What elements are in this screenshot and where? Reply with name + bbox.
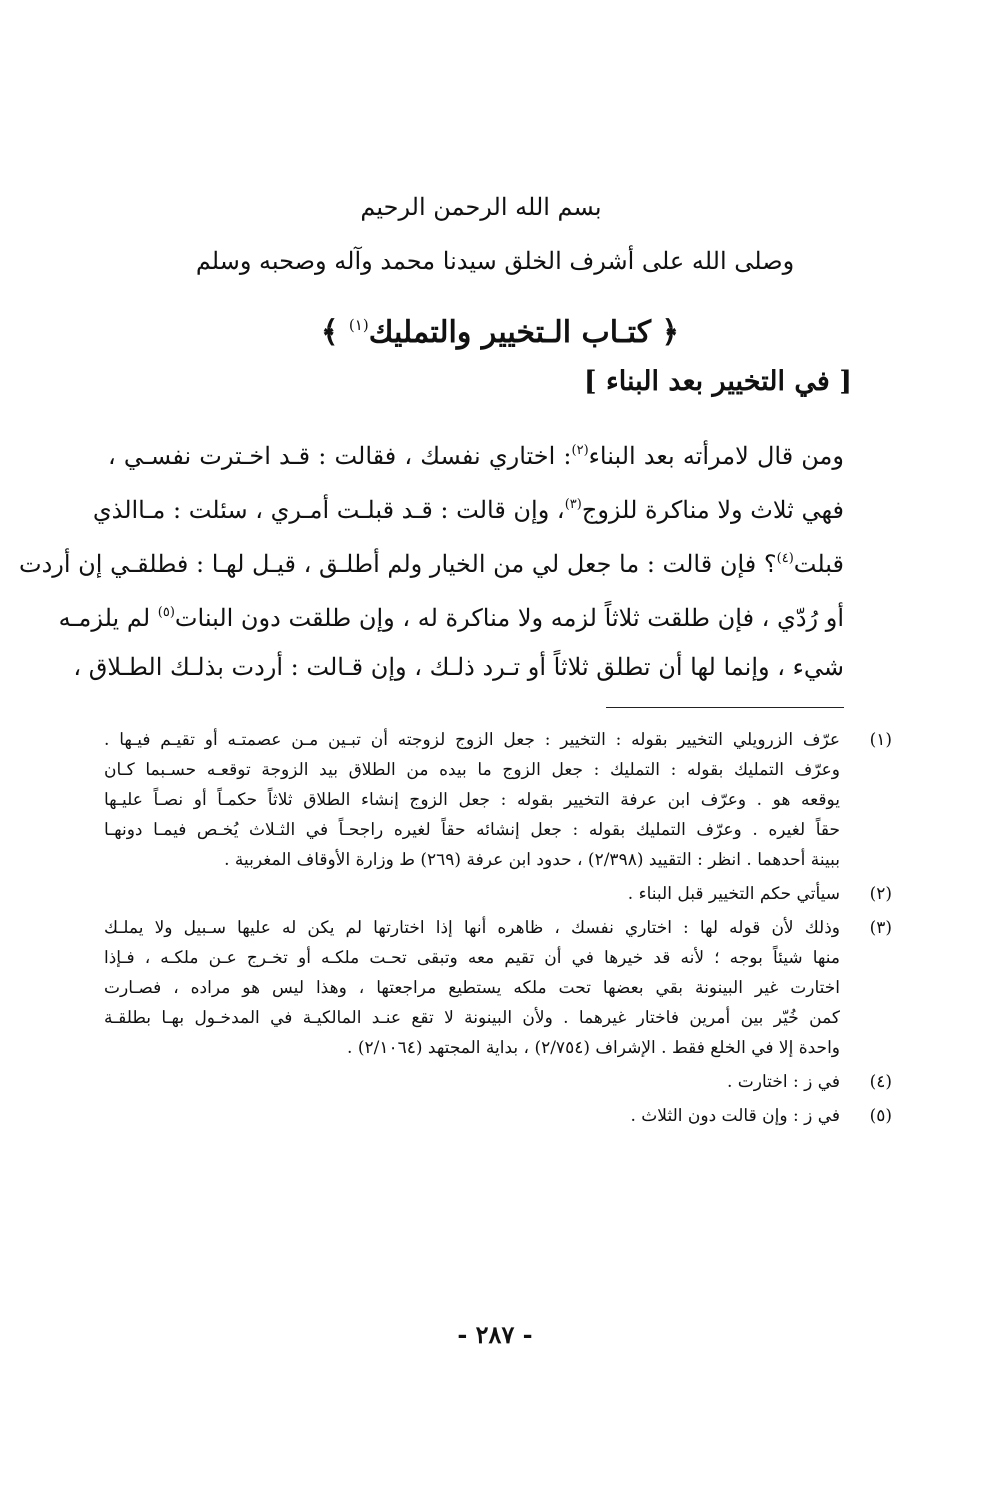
footnote-line: يوقعه هو . وعرّف ابن عرفة التخيير بقوله : جعل الزوج إنشاء الطلاق ثلاثاً حكمـاً أو نصـاً عليـها — [104, 790, 840, 810]
footnote-line: في ز : وإن قالت دون الثلاث . — [630, 1106, 840, 1126]
footnotes — [104, 725, 892, 1135]
footnote-5 — [104, 1101, 892, 1131]
footnote-line: عرّف الزرويلي التخيير بقوله : التخيير : جعل الزوج لزوجته أن تبـين مـن عصمتـه أو تقيـم فيـها . — [104, 730, 840, 750]
footnote-line: اختارت غير البينونة بقي بعضها تحت ملكه يستطيع مراجعتها ، وهذا ليس هو مراده ، فصـارت — [104, 978, 840, 998]
page-number: - ٢٨٧ - — [457, 1320, 533, 1349]
footnote-body — [104, 725, 840, 875]
footnote-number: (٥) — [869, 1106, 892, 1126]
footnote-3 — [104, 913, 892, 1063]
paragraph-line: فهي ثلاث ولا مناكرة للزوج$^{(٣)}$، وإن قالت : قـد قبلـت أمـري ، سئلت : مـاالذي — [92, 496, 844, 524]
footnote-separator — [606, 707, 844, 708]
main-paragraph — [18, 424, 845, 694]
salutation: وصلى الله على أشرف الخلق سيدنا محمد وآله وصحبه وسلم — [195, 247, 795, 275]
footnote-ref-1[interactable]: (١) — [348, 316, 369, 334]
paragraph-line: أو رُدّي ، فإن طلقت ثلاثاً لزمه ولا مناكرة له ، وإن طلقت دون البنات$^{(٥)}$ لم يلزمـه — [58, 604, 844, 632]
footnote-body — [104, 879, 840, 909]
footnote-line: وعرّف التمليك بقوله : التمليك : جعل الزوج ما بيده من الطلاق بيد الزوجة توقعـه حسـبما كـان — [104, 760, 840, 780]
title-bracket-open: ﴿ — [661, 315, 680, 350]
footnote-line: منها شيئاً بوجه ؛ لأنه قد خيرها في أن تقيم معه وتبقى تحـت ملكـه أو تخـرج عـن ملكـه ، فـإذا — [104, 948, 840, 968]
footnote-line: كمن خُيّر بين أمرين فاختار غيرهما . ولأن البينونة لا تقع عنـد المالكيـة في المدخـول بهـا بطلقـة — [104, 1008, 840, 1028]
footnote-body — [104, 1067, 840, 1097]
footnote-line: في ز : اختارت . — [726, 1072, 840, 1092]
footnote-4 — [104, 1067, 892, 1097]
footnote-body — [104, 1101, 840, 1131]
footnote-ref-4[interactable]: (٤) — [776, 551, 794, 566]
footnote-body — [104, 913, 840, 1063]
paragraph-line: شيء ، وإنما لها أن تطلق ثلاثاً أو تـرد ذلـك ، وإن قـالت : أردت بذلـك الطـلاق ، — [73, 653, 844, 681]
footnote-line: حقاً لغيره . وعرّف التمليك بقوله : جعل إنشائه حقاً لغيره راجحـاً في الثـلاث يُخـص فيمـا دونهـا — [104, 820, 840, 840]
basmala: بسم الله الرحمن الرحيم — [360, 193, 602, 221]
footnote-number: (٤) — [869, 1072, 892, 1092]
footnote-number: (١) — [869, 730, 892, 750]
title-bracket-close: ﴾ — [320, 315, 339, 350]
footnote-ref-5[interactable]: (٥) — [157, 605, 175, 620]
footnote-1 — [104, 725, 892, 875]
footnote-ref-3[interactable]: (٣) — [564, 497, 582, 512]
footnote-line: واحدة إلا في الخلع فقط . الإشراف (٢/٧٥٤) ، بداية المجتهد (٢/١٠٦٤) . — [347, 1038, 840, 1058]
book-title — [0, 303, 1000, 355]
footnote-line: وذلك لأن قوله لها : اختاري نفسك ، ظاهره أنها إذا اختارتها لم يكن له عليها سـبيل ولا يملـك — [104, 918, 840, 938]
section-heading: [ في التخيير بعد البناء ] — [583, 366, 852, 397]
footnote-number: (٣) — [869, 918, 892, 938]
footnote-line: ببينة أحدهما . انظر : التقييد (٢/٣٩٨) ، حدود ابن عرفة (٢٦٩) ط وزارة الأوقاف المغربية . — [224, 850, 840, 870]
footnote-line: سيأتي حكم التخيير قبل البناء . — [627, 884, 840, 904]
footnote-ref-2[interactable]: (٢) — [571, 443, 589, 458]
title-text: كتـاب الـتخيير والتمليك — [368, 315, 652, 350]
paragraph-line: قبلت$^{(٤)}$؟ فإن قالت : ما جعل لي من الخيار ولم أطلـق ، قيـل لهـا : فطلقـي إن أردت — [18, 550, 844, 578]
paragraph-line: ومن قال لامرأته بعد البناء$^{(٢)}$: اختاري نفسك ، فقالت : قـد اخـترت نفسـي ، — [108, 442, 845, 470]
footnote-2 — [104, 879, 892, 909]
footnote-number: (٢) — [869, 884, 892, 904]
